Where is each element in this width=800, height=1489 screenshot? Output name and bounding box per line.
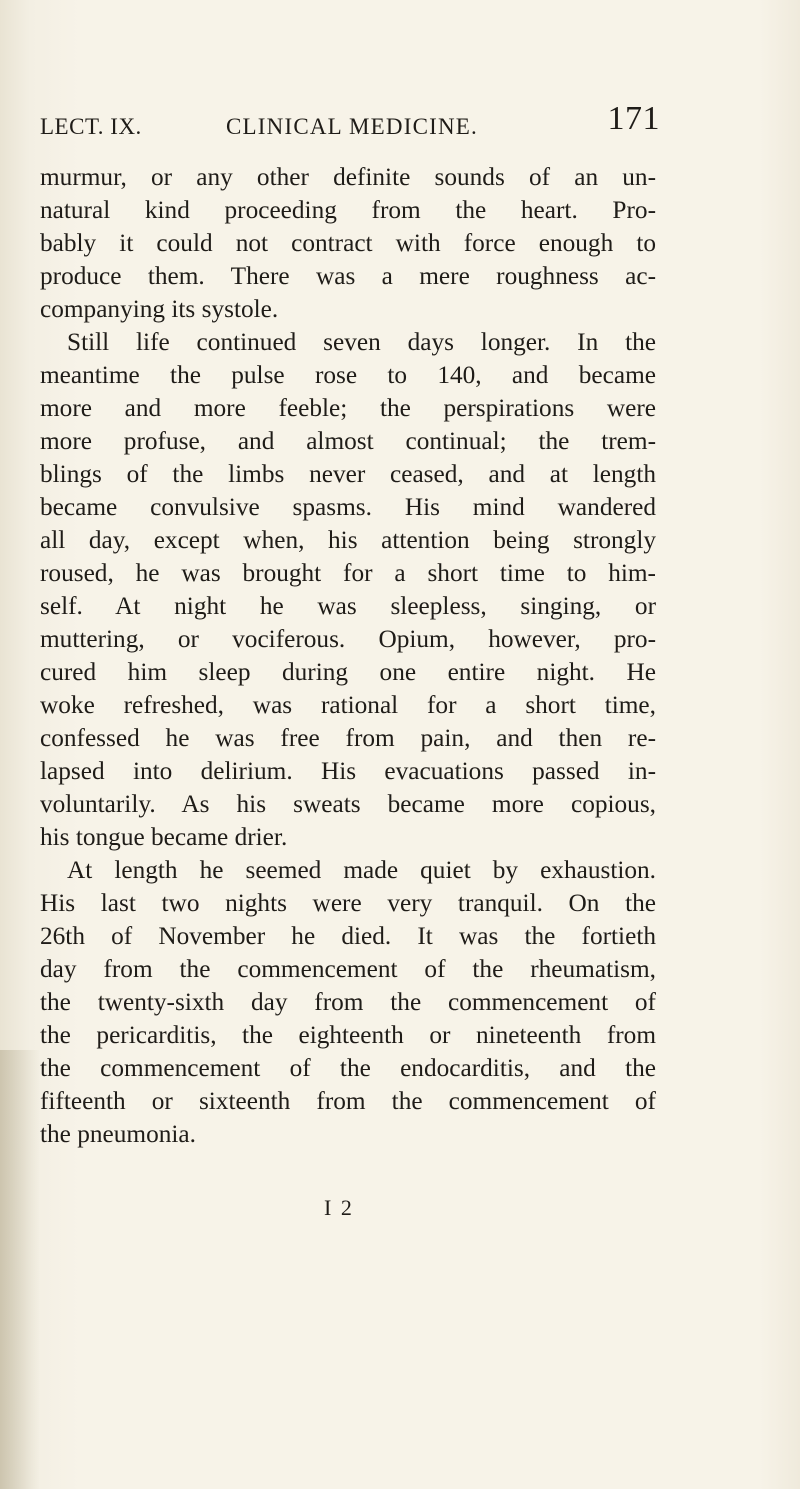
page-number: 171 xyxy=(607,100,660,137)
text-line: meantime the pulse rose to 140, and became xyxy=(40,361,656,389)
text-line: more profuse, and almost continual; the trem- xyxy=(40,427,656,455)
text-line: lapsed into delirium. His evacuations passed in- xyxy=(40,757,656,785)
text-line: the twenty-sixth day from the commencement of xyxy=(40,988,656,1016)
text-line: the commencement of the endocarditis, and the xyxy=(40,1054,656,1082)
text-line: murmur, or any other definite sounds of an un- xyxy=(40,163,656,191)
paragraph-1 xyxy=(40,161,656,326)
text-line: bably it could not contract with force enough to xyxy=(40,229,656,257)
text-line: all day, except when, his attention being strongly xyxy=(40,526,656,554)
text-line: the pneumonia. xyxy=(40,1120,196,1148)
text-line: blings of the limbs never ceased, and at length xyxy=(40,460,656,488)
text-line: fifteenth or sixteenth from the commencement of xyxy=(40,1087,656,1115)
text-line: confessed he was free from pain, and then re- xyxy=(40,724,656,752)
text-line: self. At night he was sleepless, singing, or xyxy=(40,592,656,620)
text-line: 26th of November he died. It was the fortieth xyxy=(40,922,656,950)
page-header xyxy=(40,100,660,150)
text-line: day from the commencement of the rheumatism, xyxy=(40,955,656,983)
text-line: woke refreshed, was rational for a short time, xyxy=(40,691,656,719)
text-line: voluntarily. As his sweats became more copious, xyxy=(40,790,656,818)
text-line: roused, he was brought for a short time to him- xyxy=(40,559,656,587)
text-line: produce them. There was a mere roughness ac- xyxy=(40,262,656,290)
body-text xyxy=(40,161,656,1151)
text-line: At length he seemed made quiet by exhaustion. xyxy=(67,856,656,884)
paragraph-3 xyxy=(40,854,656,1151)
text-line: the pericarditis, the eighteenth or nineteenth from xyxy=(40,1021,656,1049)
text-line: natural kind proceeding from the heart. Pro- xyxy=(40,196,656,224)
text-line: muttering, or vociferous. Opium, however, pro- xyxy=(40,625,656,653)
text-line: Still life continued seven days longer. In the xyxy=(67,328,656,356)
text-line: companying its systole. xyxy=(40,295,279,323)
signature-mark: I 2 xyxy=(324,1195,354,1220)
gutter-shadow xyxy=(0,1050,40,1489)
running-head-lecture: LECT. IX. xyxy=(40,114,142,139)
paragraph-2 xyxy=(40,326,656,854)
text-line: more and more feeble; the perspirations were xyxy=(40,394,656,422)
text-line: his tongue became drier. xyxy=(40,823,288,851)
text-line: His last two nights were very tranquil. On the xyxy=(40,889,656,917)
text-line: cured him sleep during one entire night. He xyxy=(40,658,656,686)
running-head-title: CLINICAL MEDICINE. xyxy=(226,114,478,139)
text-line: became convulsive spasms. His mind wandered xyxy=(40,493,656,521)
